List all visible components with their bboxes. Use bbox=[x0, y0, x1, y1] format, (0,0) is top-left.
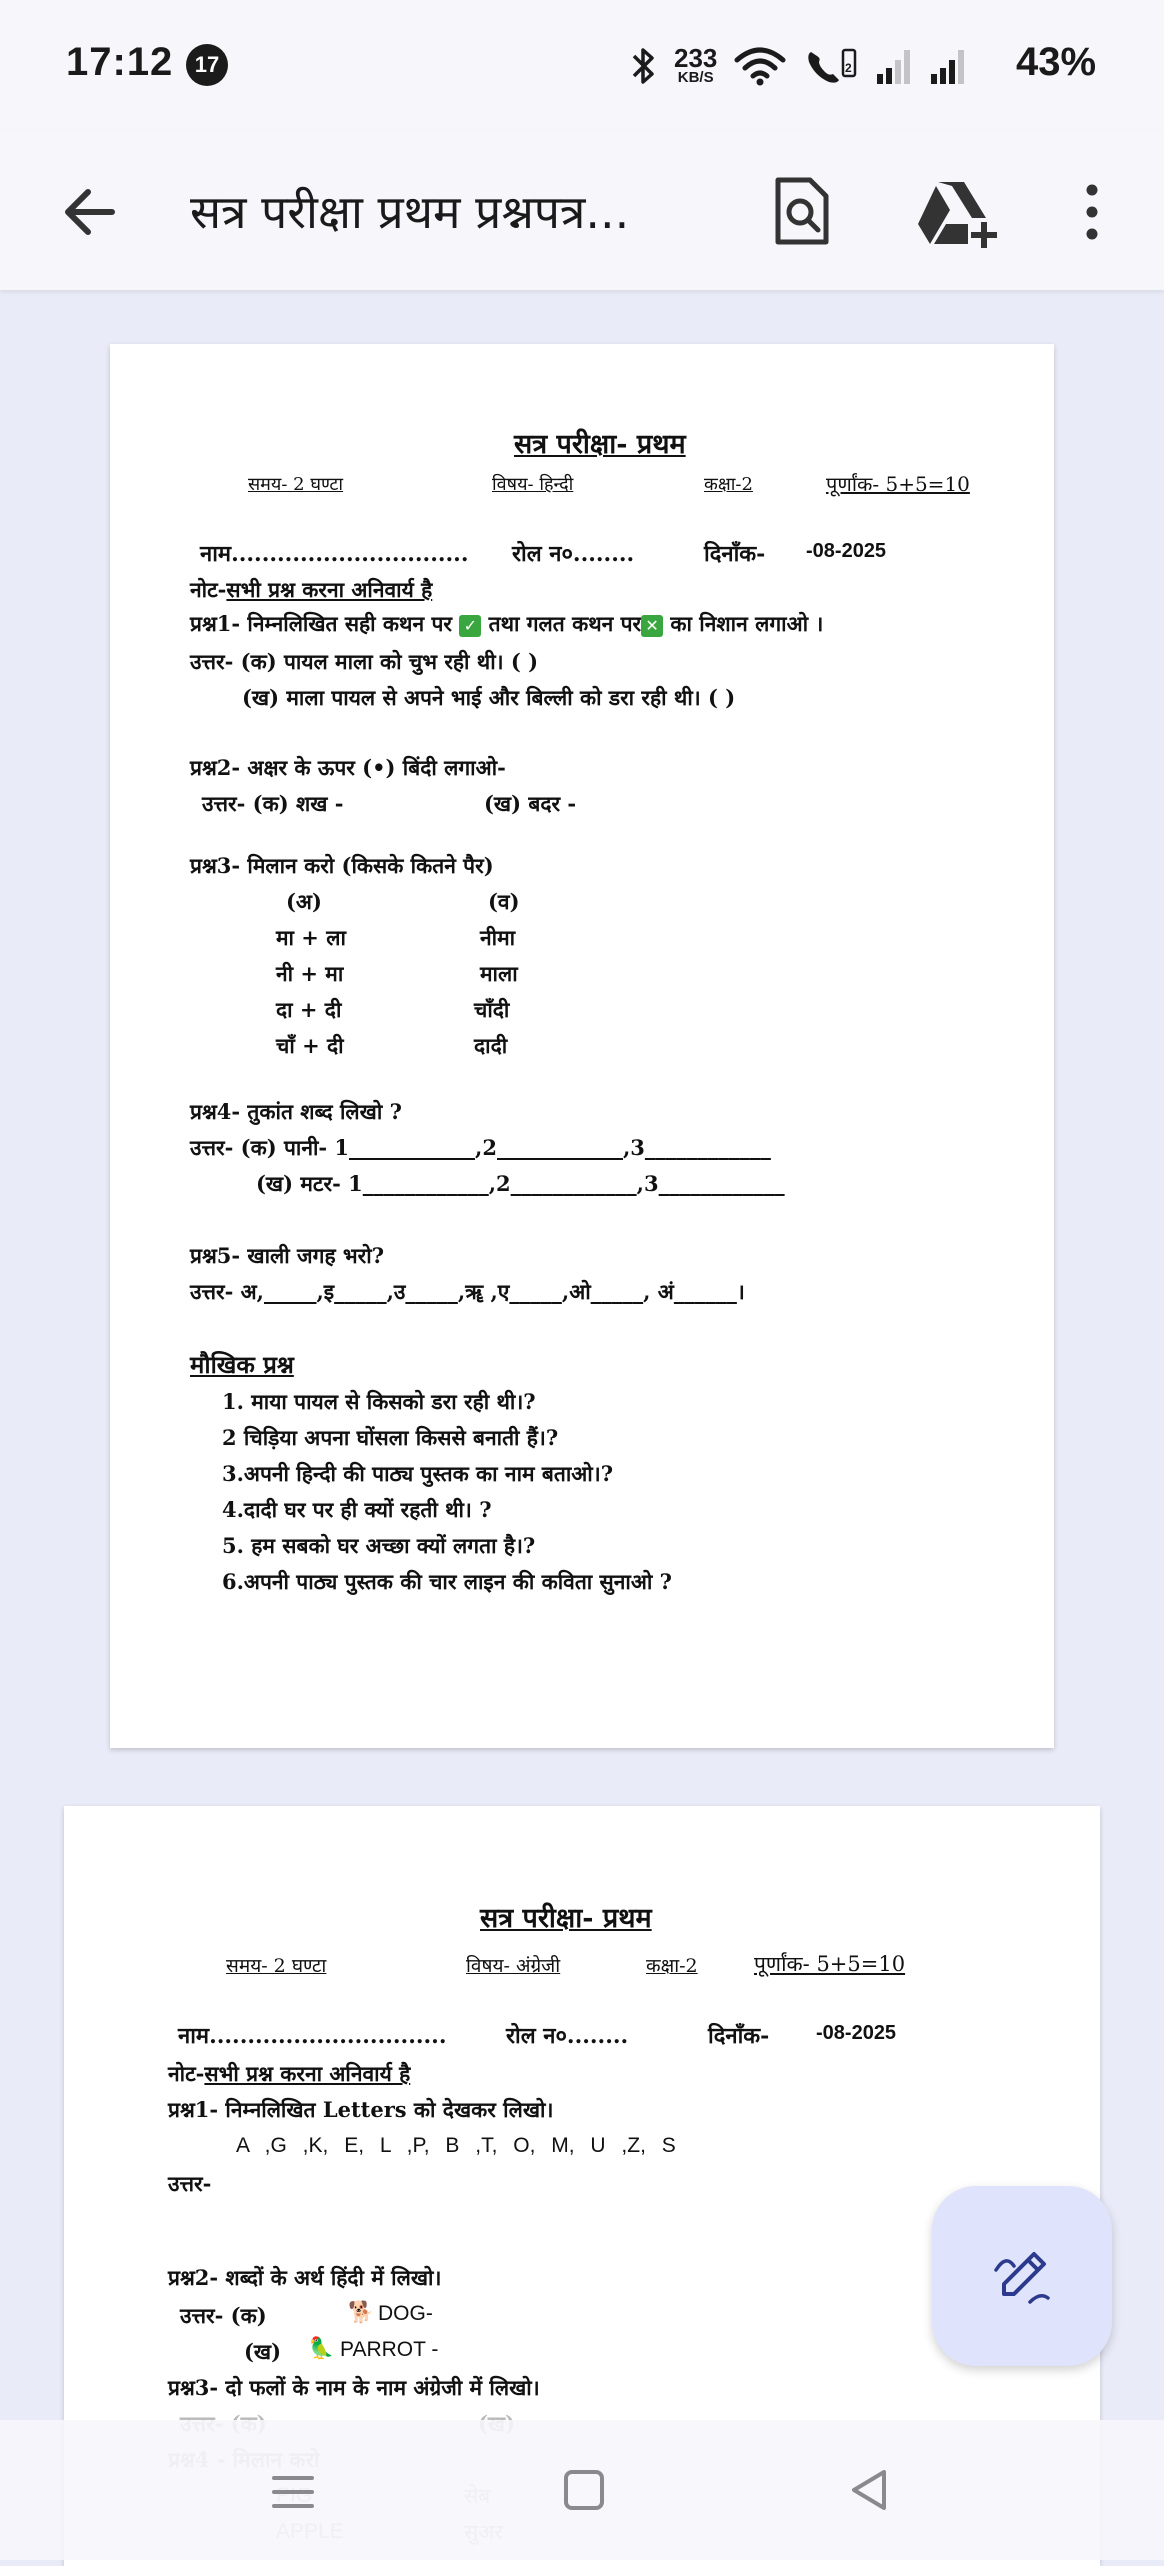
page1-roll-field: रोल न०........ bbox=[512, 541, 635, 567]
page1-q3-right-2: माला bbox=[480, 961, 518, 986]
page2-q2-a-label: उत्तर- (क) bbox=[180, 2303, 267, 2328]
cross-mark-icon: ✕ bbox=[641, 615, 663, 637]
page1-class: कक्षा-2 bbox=[704, 474, 753, 495]
check-mark-icon: ✓ bbox=[459, 615, 481, 637]
page1-q1-answer-2: (ख) माला पायल से अपने भाई और बिल्ली को डरा रही थी। ( ) bbox=[242, 685, 736, 710]
page1-note-prefix: नोट- bbox=[190, 577, 227, 602]
page1-oral-heading: मौखिक प्रश्न bbox=[190, 1350, 294, 1379]
page1-note-text: सभी प्रश्न करना अनिवार्य है bbox=[226, 577, 433, 602]
page1-q3-col-b: (व) bbox=[488, 889, 520, 914]
page1-q3-right-1: नीमा bbox=[480, 925, 516, 950]
page1-q3-left-1: मा + ला bbox=[276, 925, 346, 950]
page1-heading: सत्र परीक्षा- प्रथम bbox=[514, 429, 686, 460]
svg-text:2: 2 bbox=[845, 61, 853, 75]
page1-note bbox=[190, 576, 432, 604]
more-vert-icon[interactable] bbox=[1076, 180, 1108, 244]
document-search-icon[interactable] bbox=[772, 174, 832, 248]
page1-q1-answer-1: उत्तर- (क) पायल माला को चुभ रही थी। ( ) bbox=[190, 649, 539, 674]
page2-note bbox=[168, 2060, 410, 2088]
page2-time: समय- 2 घण्टा bbox=[226, 1955, 327, 1977]
status-time: 17:12 bbox=[66, 40, 174, 84]
page2-note-prefix: नोट- bbox=[168, 2061, 205, 2086]
page2-answer-label: उत्तर- bbox=[168, 2171, 212, 2196]
page1-q3-right-3: चाँदी bbox=[474, 997, 510, 1022]
dog-icon: 🐕 bbox=[348, 2300, 375, 2324]
page1-date-label: दिनाँक- bbox=[704, 541, 766, 567]
page1-marks: पूर्णांक- 5+5=10 bbox=[826, 472, 970, 496]
page1-q2-b: (ख) बदर - bbox=[484, 791, 577, 816]
parrot-icon: 🦜 bbox=[308, 2336, 335, 2360]
arrow-left-icon[interactable] bbox=[58, 180, 122, 244]
edit-fab-button[interactable] bbox=[932, 2186, 1112, 2366]
page1-q1-part-a: प्रश्न1- निम्नलिखित सही कथन पर bbox=[190, 611, 452, 636]
page2-name-field: नाम............................... bbox=[178, 2023, 447, 2049]
page2-date: -08-2025 bbox=[816, 2022, 897, 2044]
network-speed bbox=[674, 43, 718, 86]
page2-heading: सत्र परीक्षा- प्रथम bbox=[480, 1903, 652, 1934]
page1-name-field: नाम............................... bbox=[200, 541, 469, 567]
page2-marks: पूर्णांक- 5+5=10 bbox=[754, 1952, 906, 1976]
page2-class: कक्षा-2 bbox=[646, 1955, 698, 1977]
page1-q1-part-b: तथा गलत कथन पर bbox=[488, 611, 642, 636]
page1-q3-col-a: (अ) bbox=[286, 889, 322, 914]
page1-oral-5: 5. हम सबको घर अच्छा क्यों लगता है।? bbox=[222, 1533, 536, 1558]
page2-note-text: सभी प्रश्न करना अनिवार्य है bbox=[204, 2061, 411, 2086]
system-nav-bar bbox=[0, 2420, 1164, 2560]
drive-add-icon[interactable] bbox=[916, 178, 1000, 248]
page2-date-label: दिनाँक- bbox=[708, 2023, 770, 2049]
back-nav-icon[interactable] bbox=[846, 2466, 890, 2514]
page1-q1 bbox=[190, 610, 823, 638]
page1-oral-1: 1. माया पायल से किसको डरा रही थी।? bbox=[222, 1389, 536, 1414]
battery-level: 43% bbox=[1016, 40, 1097, 84]
page1-oral-2: 2 चिड़िया अपना घोंसला किससे बनाती हैं।? bbox=[222, 1425, 559, 1450]
page1-q3: प्रश्न3- मिलान करो (किसके कितने पैर) bbox=[190, 853, 494, 878]
home-icon[interactable] bbox=[562, 2468, 606, 2512]
recent-apps-icon[interactable] bbox=[268, 2470, 318, 2514]
signal-sim1-icon bbox=[875, 44, 913, 88]
page1-q2-a: उत्तर- (क) शख - bbox=[202, 791, 344, 816]
page1-q4-a: उत्तर- (क) पानी- 1____________,2____________,3____________ bbox=[190, 1135, 771, 1160]
page1-q3-left-4: चाँ + दी bbox=[276, 1033, 344, 1058]
wifi-icon bbox=[733, 44, 787, 88]
page1-q5: प्रश्न5- खाली जगह भरो? bbox=[190, 1243, 385, 1268]
network-speed-value: 233 bbox=[674, 43, 718, 73]
page2-q2-b: PARROT - bbox=[340, 2338, 439, 2361]
page1-q4-b: (ख) मटर- 1____________,2____________,3____________ bbox=[256, 1171, 785, 1196]
page1-q5-answer: उत्तर- अ,_____,इ_____,उ_____,ॠ ,ए_____,ओ_____, अं______। bbox=[190, 1279, 745, 1304]
page1-q2: प्रश्न2- अक्षर के ऊपर (•) बिंदी लगाओ- bbox=[190, 755, 506, 780]
page1-q3-left-3: दा + दी bbox=[276, 997, 342, 1022]
page1-oral-4: 4.दादी घर पर ही क्यों रहती थी। ? bbox=[222, 1497, 492, 1522]
page1-time: समय- 2 घण्टा bbox=[248, 474, 344, 495]
bluetooth-icon bbox=[630, 44, 658, 88]
page1-q4: प्रश्न4- तुकांत शब्द लिखो ? bbox=[190, 1099, 402, 1124]
page2-letters: A ,G ,K, E, L ,P, B ,T, O, M, U ,Z, S bbox=[236, 2134, 676, 2157]
page1-date: -08-2025 bbox=[806, 540, 887, 562]
notification-count-badge: 17 bbox=[186, 44, 228, 86]
signal-sim2-icon bbox=[929, 44, 967, 88]
status-icons bbox=[630, 36, 967, 96]
page1-subject: विषय- हिन्दी bbox=[492, 474, 574, 495]
status-bar bbox=[0, 0, 1164, 130]
page2-q1: प्रश्न1- निम्नलिखित Letters को देखकर लिखो। bbox=[168, 2097, 554, 2122]
pdf-page-1 bbox=[110, 344, 1054, 1748]
page2-q2: प्रश्न2- शब्दों के अर्थ हिंदी में लिखो। bbox=[168, 2265, 442, 2290]
page1-q3-left-2: नी + मा bbox=[276, 961, 344, 986]
wifi-calling-icon bbox=[803, 44, 859, 88]
page2-q3: प्रश्न3- दो फलों के नाम के नाम अंग्रेजी में लिखो। bbox=[168, 2375, 540, 2400]
page1-oral-6: 6.अपनी पाठ्य पुस्तक की चार लाइन की कविता सुनाओ ? bbox=[222, 1569, 672, 1594]
document-title: सत्र परीक्षा प्रथम प्रश्नपत्र... bbox=[190, 185, 630, 239]
page2-roll-field: रोल न०........ bbox=[506, 2023, 629, 2049]
page2-q2-b-label: (ख) bbox=[244, 2339, 282, 2364]
network-speed-unit: KB/S bbox=[677, 69, 714, 86]
page1-q1-part-c: का निशान लगाओ । bbox=[670, 611, 824, 636]
page1-q3-right-4: दादी bbox=[474, 1033, 508, 1058]
page2-subject: विषय- अंग्रेजी bbox=[466, 1955, 561, 1977]
page2-q2-a: DOG- bbox=[378, 2302, 433, 2325]
app-bar bbox=[0, 130, 1164, 290]
page1-oral-3: 3.अपनी हिन्दी की पाठ्य पुस्तक का नाम बताओ।? bbox=[222, 1461, 614, 1486]
edit-pen-icon bbox=[990, 2244, 1054, 2308]
